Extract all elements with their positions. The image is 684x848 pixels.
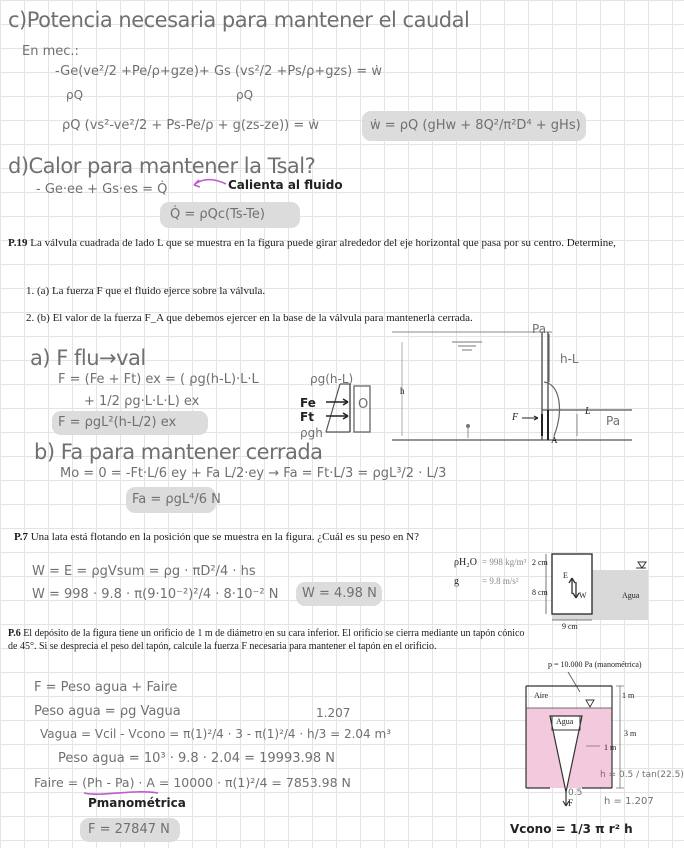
p6-fig-agua: Agua: [556, 717, 574, 726]
p19-b-result: Fa = ρgL⁴/6 N: [132, 492, 221, 507]
p7-fig-E: E: [563, 571, 568, 580]
p6-number: P.6: [8, 628, 21, 639]
section-c-eq1: -Ge(ve²/2 +Pe/ρ+gze)+ Gs (vs²/2 +Ps/ρ+gzs) = ẇ: [55, 64, 382, 79]
p7-number: P.7: [14, 531, 28, 543]
section-c-eq2: ρQ (vs²-ve²/2 + Ps-Pe/ρ + g(zs-ze)) = ẇ: [62, 118, 320, 133]
p7-text: Una lata está flotando en la posición que se muestra en la figura. ¿Cuál es su peso en N?: [30, 531, 419, 543]
p7-result: W = 4.98 N: [302, 586, 377, 601]
p6-eq5-note: Pmanométrica: [88, 796, 186, 810]
p6-fig-F: F: [568, 798, 574, 808]
p6-fig-h-val: h = 1.207: [604, 796, 654, 807]
p7-side-rho-label: ρH₂O: [454, 557, 477, 568]
p6-fig-pressure: p = 10.000 Pa (manométrica): [548, 660, 642, 669]
section-d-result: Q̇ = ρQc(Ts-Te): [170, 207, 265, 222]
p19-item-2-text: (b) El valor de la fuerza F_A que debemos ejercer en la base de la válvula para mantenerla cerrada.: [37, 312, 473, 324]
section-c-result: ẇ = ρQ (gHw + 8Q²/π²D⁴ + gHs): [370, 118, 581, 133]
p19-number: P.19: [8, 237, 28, 249]
p6-fig-1m-a: 1 m: [622, 691, 635, 700]
p7-statement: [14, 530, 614, 545]
p19-item-1-num: 1.: [26, 285, 35, 297]
section-d-title: d)Calor para mantener la Tsal?: [8, 154, 316, 178]
p19-text: La válvula cuadrada de lado L que se muestra en la figura puede girar alrededor del eje horizontal que pasa por su centro. Determine,: [30, 237, 616, 249]
p7-eq1: W = E = ρgVsum = ρg · πD²/4 · hs: [32, 564, 256, 579]
p6-fig-h-eq: h = 0.5 / tan(22.5): [600, 770, 684, 780]
p19-a-result: F = ρgL²(h-L/2) ex: [58, 415, 177, 430]
p19-item-1-text: (a) La fuerza F que el fluido ejerce sobre la válvula.: [37, 285, 266, 297]
p19-sketch-bottom: ρgh: [300, 426, 323, 440]
p7-eq2: W = 998 · 9.8 · π(9·10⁻²)²/4 · 8·10⁻² N: [32, 587, 279, 602]
p19-statement: [8, 236, 648, 251]
p19-item-2: [26, 311, 646, 326]
p6-eq5: Faire = (Ph - Pa) · A = 10000 · π(1)²/4 = 7853.98 N: [34, 775, 351, 790]
p6-text: El depósito de la figura tiene un orificio de 1 m de diámetro en su cara inferior. El orificio se cierra mediante un tapón cónico de 45°. Si se desprecia el peso del tapón, calcule la fuerza F necesaria para mantener el tapón en el orificio.: [8, 628, 525, 652]
p6-fig-1m-b: 1 m: [604, 743, 617, 752]
p19-a-eq1: F = (Fe + Ft) ex = ( ρg(h-L)·L·L: [58, 372, 259, 387]
p19-sketch-top: ρg(h-L): [310, 372, 354, 386]
p19-sketch-ft: Ft: [300, 410, 314, 424]
p19-fig-F: F: [512, 412, 519, 423]
p19-valve-figure: [392, 332, 642, 444]
p6-eq3-note: 1.207: [316, 706, 351, 720]
p19-sketch-fe: Fe: [300, 396, 316, 410]
p6-eq1: F = Peso agua + Faire: [34, 680, 178, 695]
section-d-note: Calienta al fluido: [228, 178, 343, 192]
p19-item-2-num: 2.: [26, 312, 35, 324]
p19-a-title: a) F flu→val: [30, 346, 146, 370]
section-d-eq1: - Ge·ee + Gs·es = Q̇: [36, 182, 168, 197]
p7-fig-W: W: [579, 591, 587, 600]
p19-a-eq2: + 1/2 ρg·L·L·L) ex: [84, 394, 200, 409]
p19-fig-A: A: [551, 435, 558, 445]
p7-fig-agua: Agua: [622, 591, 640, 600]
p6-fig-05: 0.5: [568, 788, 583, 798]
p6-eq2: Peso agua = ρg Vagua: [34, 704, 181, 719]
p19-fig-pa-right: Pa: [606, 414, 621, 428]
p6-result: F = 27847 N: [88, 822, 170, 837]
p7-side-rho-val: = 998 kg/m³: [482, 557, 527, 567]
section-c-en-mec: En mec.:: [22, 44, 79, 59]
section-c-title: c)Potencia necesaria para mantener el caudal: [8, 8, 470, 32]
p6-eq4: Peso agua = 10³ · 9.8 · 2.04 = 19993.98 N: [58, 751, 336, 766]
section-c-eq1-sub-a: ρQ: [66, 88, 84, 102]
p6-statement: [8, 627, 528, 653]
p19-fig-h: h: [400, 386, 405, 396]
p19-fig-L: L: [585, 406, 591, 417]
p19-b-title: b) Fa para mantener cerrada: [34, 440, 323, 464]
p19-sketch-o: O: [358, 397, 369, 412]
p19-b-eq: Mo = 0 = -Ft·L/6 ey + Fa L/2·ey → Fa = Ft·L/3 = ρgL³/2 · L/3: [60, 466, 447, 481]
p7-fig-9cm: 9 cm: [562, 622, 578, 631]
p7-side-g-val: = 9.8 m/s²: [482, 576, 519, 586]
p7-fig-8cm: 8 cm: [532, 588, 548, 597]
p6-fig-3m: 3 m: [624, 729, 637, 738]
p19-fig-pa-top: Pa: [532, 322, 547, 336]
p6-vcono: Vcono = 1/3 π r² h: [510, 822, 633, 836]
p7-fig-2cm: 2 cm: [532, 558, 548, 567]
p19-fig-hl: h-L: [560, 352, 579, 366]
note-arrow-icon: [190, 176, 230, 190]
section-c-eq1-sub-b: ρQ: [236, 88, 254, 102]
p6-fig-aire: Aire: [534, 691, 549, 700]
p7-side-g-label: g: [454, 576, 459, 587]
p19-pressure-sketch: [318, 380, 378, 436]
p19-item-1: [26, 284, 626, 299]
p6-eq3: Vagua = Vcil - Vcono = π(1)²/4 · 3 - π(1)²/4 · h/3 = 2.04 m³: [40, 727, 392, 741]
